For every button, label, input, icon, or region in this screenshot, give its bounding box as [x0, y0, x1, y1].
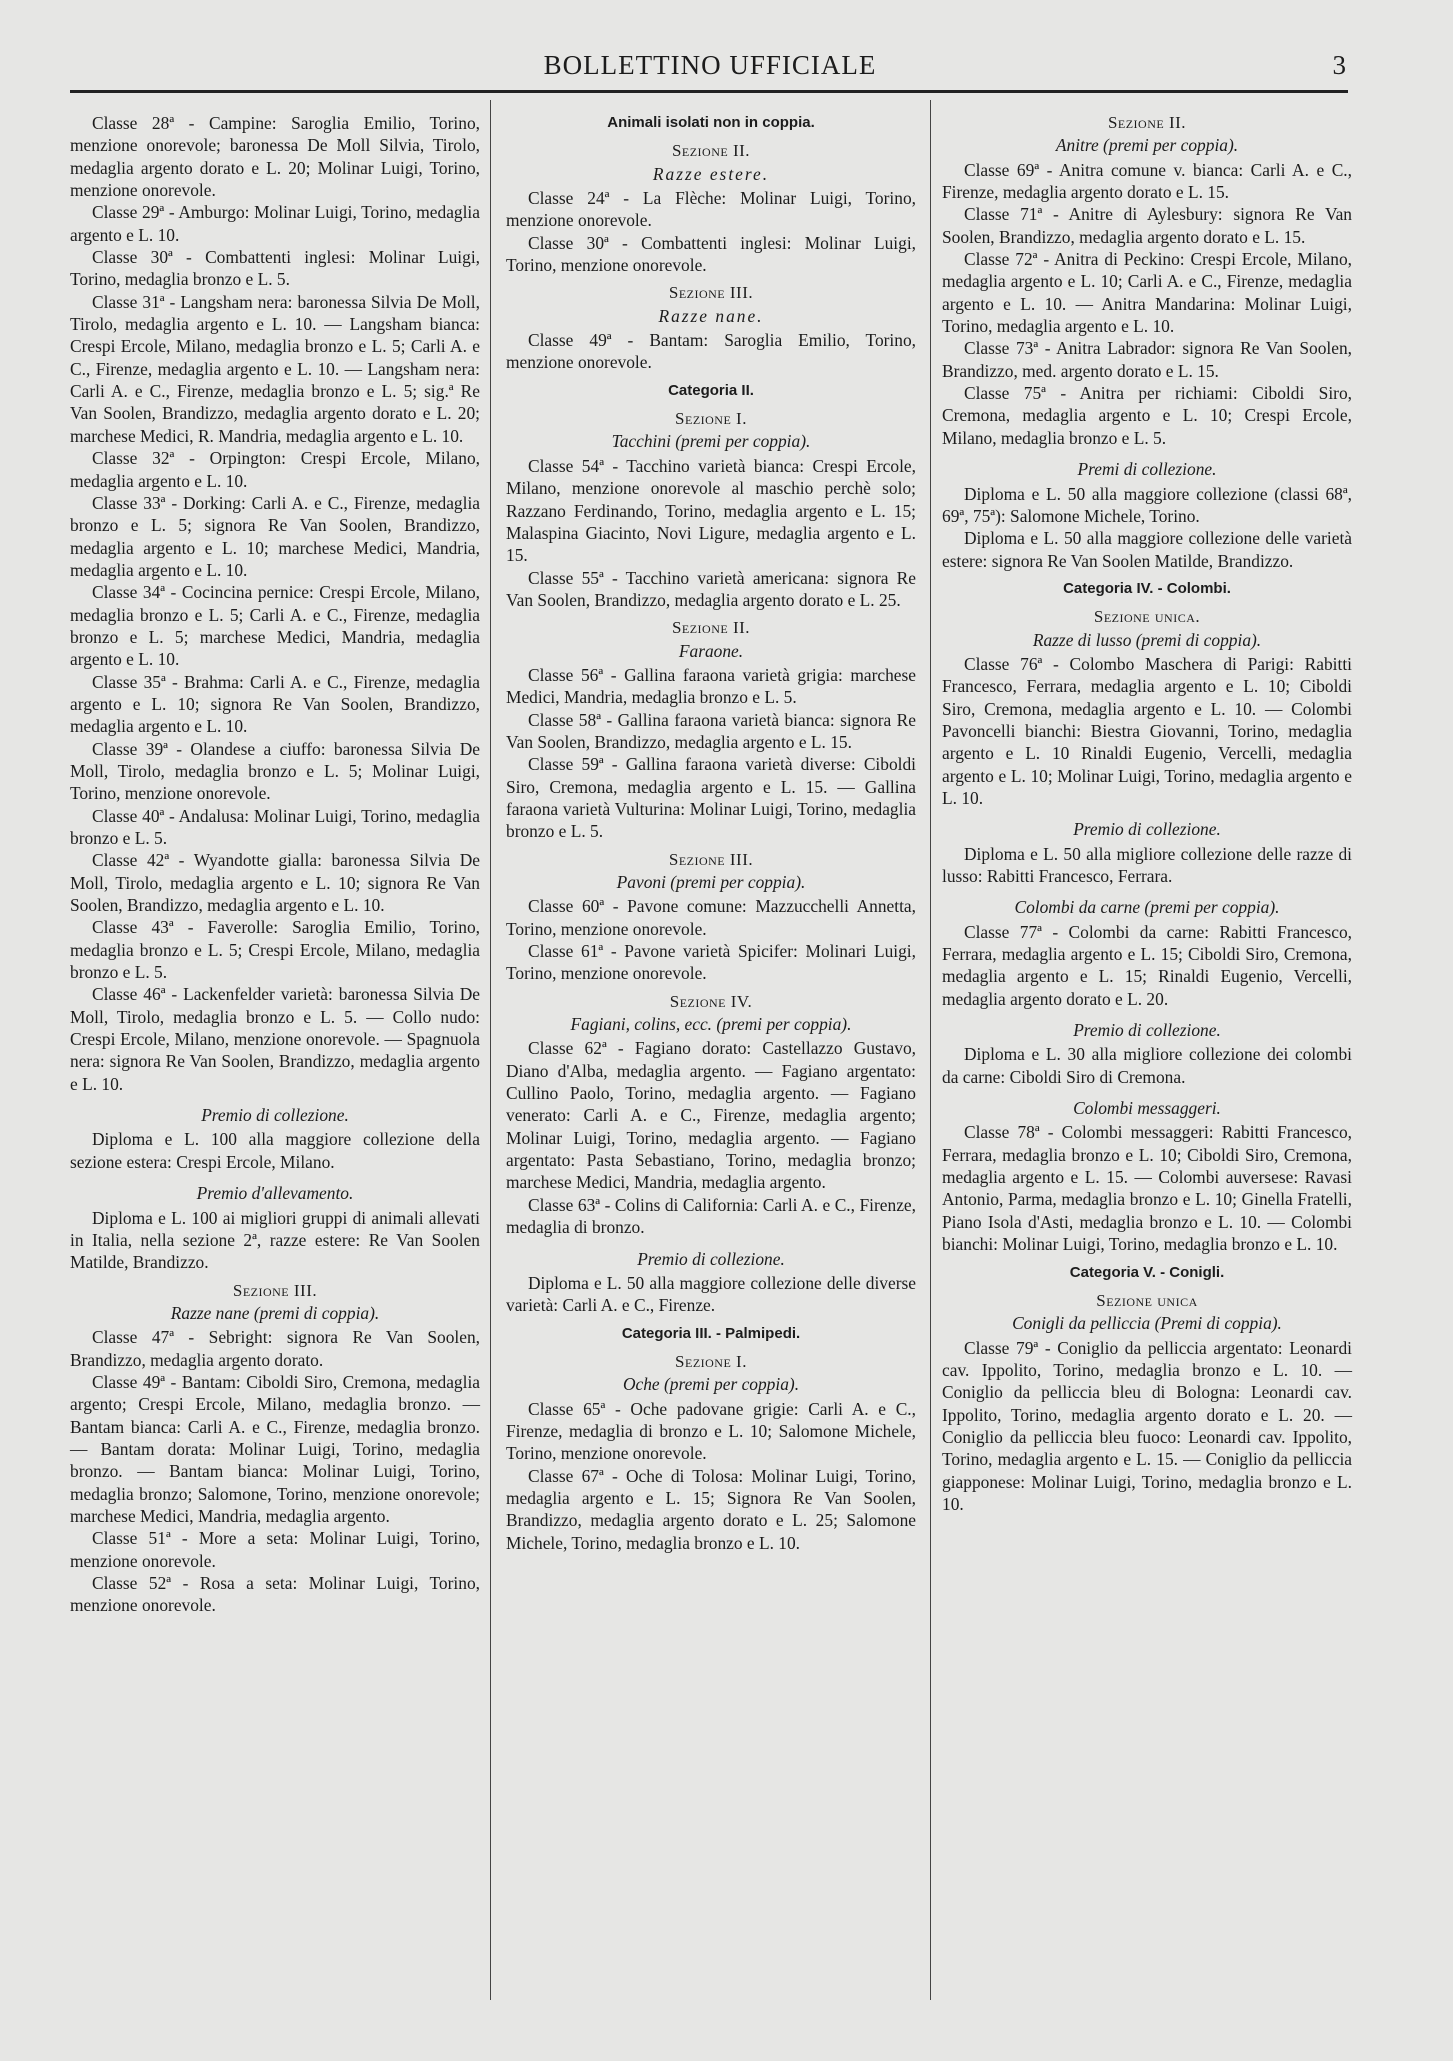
entry-classe-56: Classe 56ª - Gallina faraona varietà grigia: marchese Medici, Mandria, medaglia bronzo e L. 5. — [506, 664, 916, 708]
entry-classe-35: Classe 35ª - Brahma: Carli A. e C., Firenze, medaglia argento e L. 10; signora Re Van Soolen, Brandizzo, medaglia argento e L. 10. — [70, 671, 480, 737]
entry-classe-52: Classe 52ª - Rosa a seta: Molinar Luigi, Torino, menzione onorevole. — [70, 1573, 480, 1616]
heading-razze-nane: Razze nane (premi di coppia). — [170, 1302, 380, 1323]
entry-classe-39: Classe 39ª - Olandese a ciuffo: baronessa Silvia De Moll, Tirolo, medaglia bronzo e L. 5; Molinar Luigi, Torino, menzione onorevole. — [70, 738, 480, 804]
heading-pavoni: Pavoni (premi per coppia). — [616, 872, 806, 892]
column-2 — [506, 112, 916, 1554]
entry-classe-76: Classe 76ª - Colombo Maschera di Parigi: Rabitti Francesco, Ferrara, medaglia argento e L. 10; Ciboldi Siro, Cremona, medaglia argento e L. 10. — Colombi Pavoncelli bianchi: Biestra Giovanni, Torino, medaglia argento e L. 10 Rinaldi Eugenio, Vercelli, medaglia argento e L. 10; Molinar Luigi, Torino, medaglia argento e L. 10. — [942, 653, 1352, 808]
heading-premio-collezione: Premio di collezione. — [1073, 819, 1221, 840]
heading-sezione: Sezione II. — [671, 618, 751, 638]
entry-classe-69: Classe 69ª - Anitra comune v. bianca: Carli A. e C., Firenze, medaglia argento dorato e L. 15. — [942, 159, 1352, 203]
entry-classe-49: Classe 49ª - Bantam: Saroglia Emilio, Torino, menzione onorevole. — [506, 330, 916, 373]
heading-sezione: Sezione III. — [232, 1280, 318, 1300]
entry-classe-77: Classe 77ª - Colombi da carne: Rabitti Francesco, Ferrara, medaglia argento e L. 15; Ciboldi Siro, Cremona, medaglia argento e L. 15; Rinaldi Eugenio, Vercelli, medaglia argento dorato e L. 20. — [942, 921, 1352, 1009]
entry-classe-34: Classe 34ª - Cocincina pernice: Crespi Ercole, Milano, medaglia bronzo e L. 5; Carli A. e C., Firenze, medaglia bronzo e L. 5; marchese Medici, Mandria, medaglia argento e L. 10. — [70, 582, 480, 670]
heading-colombi-messaggeri: Colombi messaggeri. — [1073, 1098, 1221, 1119]
column-rule-left — [490, 100, 491, 2000]
header-rule — [70, 90, 1348, 93]
entry-classe-47: Classe 47ª - Sebright: signora Re Van Soolen, Brandizzo, medaglia argento dorato. — [70, 1327, 480, 1370]
entry-classe-24: Classe 24ª - La Flèche: Molinar Luigi, Torino, menzione onorevole. — [506, 188, 916, 231]
heading-sezione-unica: Sezione unica — [1096, 1290, 1198, 1310]
entry-classe-31: Classe 31ª - Langsham nera: baronessa Silvia De Moll, Tirolo, medaglia argento e L. 10. — Langsham bianca: Crespi Ercole, Milano, medaglia bronzo e L. 5; Carli A. e C., Firenze, medaglia argento e L. 10. — Langsham nera: Carli A. e C., Firenze, medaglia bronzo e L. 5; sig.ª Re Van Soolen, Brandizzo, medaglia argento dorato e L. 20; marchese Medici, R. Mandria, medaglia argento e L. 10. — [70, 291, 480, 446]
entry-classe-30: Classe 30ª - Combattenti inglesi: Molinar Luigi, Torino, medaglia bronzo e L. 5. — [70, 247, 480, 290]
entry-classe-30: Classe 30ª - Combattenti inglesi: Molinar Luigi, Torino, menzione onorevole. — [506, 232, 916, 276]
entry-classe-65: Classe 65ª - Oche padovane grigie: Carli A. e C., Firenze, medaglia di bronzo e L. 10; Salomone Michele, Torino, menzione onorevole. — [506, 1398, 916, 1464]
heading-categoria-colombi: Categoria IV. - Colombi. — [1063, 579, 1231, 597]
heading-oche: Oche (premi per coppia). — [622, 1374, 800, 1395]
entry-classe-62: Classe 62ª - Fagiano dorato: Castellazzo Gustavo, Diano d'Alba, medaglia argento. — Fagiano argentato: Cullino Paolo, Torino, medaglia argento. — Fagiano venerato: Carli A. e C., Firenze, medaglia argento; Molinar Luigi, Torino, medaglia argento. — Fagiano argentato: Pasta Sebastiano, Torino, medaglia bronzo; marchese Medici, Mandria, medaglia argento. — [506, 1038, 916, 1193]
entry-classe-78: Classe 78ª - Colombi messaggeri: Rabitti Francesco, Ferrara, medaglia bronzo e L. 10; Ciboldi Siro, Cremona, medaglia argento e L. 15. — Colombi auversese: Ravasi Antonio, Parma, medaglia bronzo e L. 10; Ginella Fratelli, Piano Isola d'Asti, medaglia bronzo e L. 10. — Colombi bianchi: Molinar Luigi, Torino, medaglia bronzo e L. 10. — [942, 1122, 1352, 1255]
heading-categoria-conigli: Categoria V. - Conigli. — [1069, 1263, 1225, 1281]
heading-premio-allevamento: Premio d'allevamento. — [196, 1183, 354, 1204]
heading-sezione: Sezione II. — [1107, 113, 1187, 132]
heading-tacchini: Tacchini (premi per coppia). — [611, 431, 811, 452]
entry-classe-63: Classe 63ª - Colins di California: Carli A. e C., Firenze, medaglia di bronzo. — [506, 1194, 916, 1238]
entry-classe-54: Classe 54ª - Tacchino varietà bianca: Crespi Ercole, Milano, menzione onorevole al maschio perchè solo; Razzano Ferdinando, Torino, medaglia argento e L. 15; Malaspina Giacinto, Novi Ligure, medaglia argento e L. 15. — [506, 455, 916, 566]
entry-diploma-collezione: Diploma e L. 50 alla maggiore collezione delle diverse varietà: Carli A. e C., Firenze. — [506, 1272, 916, 1316]
heading-sezione: Sezione I. — [675, 1351, 747, 1371]
heading-sezione: Sezione III. — [668, 283, 754, 303]
heading-categoria-palmipedi: Categoria III. - Palmipedi. — [621, 1324, 801, 1342]
heading-anitre: Anitre (premi per coppia). — [1055, 135, 1239, 156]
entry-diploma-collezione: Diploma e L. 50 alla maggiore collezione (classi 68ª, 69ª, 75ª): Salomone Michele, Torino. — [942, 483, 1352, 526]
heading-razze-estere: Razze estere. — [652, 163, 770, 184]
heading-razze-nane: Razze nane. — [658, 305, 764, 326]
heading-sezione: Sezione I. — [675, 409, 747, 429]
entry-diploma-allevamento: Diploma e L. 100 ai migliori gruppi di animali allevati in Italia, nella sezione 2ª, razze estere: Re Van Soolen Matilde, Brandizzo. — [70, 1207, 480, 1273]
entry-classe-59: Classe 59ª - Gallina faraona varietà diverse: Ciboldi Siro, Cremona, medaglia argento e L. 15. — Gallina faraona varietà Vulturina: Molinar Luigi, Torino, medaglia bronzo e L. 5. — [506, 754, 916, 842]
heading-conigli-pelliccia: Conigli da pelliccia (Premi di coppia). — [1012, 1313, 1282, 1334]
column-1 — [70, 112, 480, 1617]
entry-classe-55: Classe 55ª - Tacchino varietà americana: signora Re Van Soolen, Brandizzo, medaglia argento dorato e L. 25. — [506, 567, 916, 610]
entry-classe-42: Classe 42ª - Wyandotte gialla: baronessa Silvia De Moll, Tirolo, medaglia argento e L. 10; signora Re Van Soolen, Brandizzo, medaglia argento e L. 10. — [70, 850, 480, 916]
entry-classe-43: Classe 43ª - Faverolle: Saroglia Emilio, Torino, medaglia bronzo e L. 5; Crespi Ercole, Milano, medaglia bronzo e L. 5. — [70, 917, 480, 983]
entry-classe-67: Classe 67ª - Oche di Tolosa: Molinar Luigi, Torino, medaglia argento e L. 15; Signora Re Van Soolen, Brandizzo, medaglia argento dorato e L. 25; Salomone Michele, Torino, medaglia bronzo e L. 10. — [506, 1465, 916, 1553]
page-number: 3 — [1332, 50, 1346, 80]
heading-premio-collezione: Premio di collezione. — [201, 1105, 349, 1126]
heading-premio-collezione: Premio di collezione. — [637, 1248, 785, 1269]
column-3 — [942, 112, 1352, 1515]
entry-classe-28: Classe 28ª - Campine: Saroglia Emilio, Torino, menzione onorevole; baronessa De Moll Silvia, Tirolo, medaglia argento dorato e L. 20; Molinar Luigi, Torino, menzione onorevole. — [70, 113, 480, 201]
entry-classe-51: Classe 51ª - More a seta: Molinar Luigi, Torino, menzione onorevole. — [70, 1528, 480, 1571]
entry-classe-49: Classe 49ª - Bantam: Ciboldi Siro, Cremona, medaglia argento; Crespi Ercole, Milano, medaglia bronzo. — Bantam bianca: Carli A. e C., Firenze, medaglia bronzo. — Bantam dorata: Molinar Luigi, Torino, medaglia bronzo. — Bantam bianca: Molinar Luigi, Torino, medaglia bronzo; Salomone, Torino, menzione onorevole; marchese Medici, Mandria, medaglia argento. — [70, 1371, 480, 1526]
entry-classe-33: Classe 33ª - Dorking: Carli A. e C., Firenze, medaglia bronzo e L. 5; signora Re Van Soolen, Brandizzo, medaglia argento e L. 10; marchese Medici, Mandria, medaglia argento e L. 10. — [70, 492, 480, 580]
heading-razze-lusso: Razze di lusso (premi di coppia). — [1032, 629, 1262, 650]
entry-classe-60: Classe 60ª - Pavone comune: Mazzucchelli Annetta, Torino, menzione onorevole. — [506, 896, 916, 939]
heading-fagiani: Fagiani, colins, ecc. (premi per coppia). — [570, 1014, 852, 1035]
entry-classe-71: Classe 71ª - Anitre di Aylesbury: signora Re Van Soolen, Brandizzo, medaglia argento dorato e L. 15. — [942, 204, 1352, 247]
entry-diploma-varieta-estere: Diploma e L. 50 alla maggiore collezione delle varietà estere: signora Re Van Soolen Matilde, Brandizzo. — [942, 528, 1352, 571]
heading-sezione: Sezione III. — [668, 849, 754, 869]
heading-categoria: Categoria II. — [668, 381, 754, 399]
entry-classe-40: Classe 40ª - Andalusa: Molinar Luigi, Torino, medaglia bronzo e L. 5. — [70, 805, 480, 848]
entry-diploma-colombi-carne: Diploma e L. 30 alla migliore collezione dei colombi da carne: Ciboldi Siro di Cremona. — [942, 1044, 1352, 1087]
column-rule-right — [930, 100, 931, 2000]
entry-classe-72: Classe 72ª - Anitra di Peckino: Crespi Ercole, Milano, medaglia argento e L. 10; Carli A. e C., Firenze, medaglia argento e L. 10. — Anitra Mandarina: Molinar Luigi, Torino, medaglia argento e L. 10. — [942, 249, 1352, 337]
entry-classe-75: Classe 75ª - Anitra per richiami: Ciboldi Siro, Cremona, medaglia argento e L. 10; Crespi Ercole, Milano, medaglia bronzo e L. 5. — [942, 383, 1352, 448]
heading-premio-collezione: Premio di collezione. — [1073, 1020, 1221, 1041]
journal-title: BOLLETTINO UFFICIALE — [543, 50, 877, 80]
entry-classe-29: Classe 29ª - Amburgo: Molinar Luigi, Torino, medaglia argento e L. 10. — [70, 202, 480, 245]
entry-diploma-collezione: Diploma e L. 100 alla maggiore collezione della sezione estera: Crespi Ercole, Milano. — [70, 1129, 480, 1172]
entry-classe-46: Classe 46ª - Lackenfelder varietà: baronessa Silvia De Moll, Tirolo, medaglia bronzo e L. 5. — Collo nudo: Crespi Ercole, Milano, menzione onorevole. — Spagnuola nera: signora Re Van Soolen, Brandizzo, medaglia argento e L. 10. — [70, 984, 480, 1094]
entry-diploma-razze-lusso: Diploma e L. 50 alla migliore collezione delle razze di lusso: Rabitti Francesco, Ferrara. — [942, 843, 1352, 886]
entry-classe-73: Classe 73ª - Anitra Labrador: signora Re Van Soolen, Brandizzo, med. argento dorato e L. 15. — [942, 338, 1352, 381]
heading-colombi-carne: Colombi da carne (premi per coppia). — [1014, 897, 1280, 918]
entry-classe-32: Classe 32ª - Orpington: Crespi Ercole, Milano, medaglia argento e L. 10. — [70, 448, 480, 491]
heading-sezione-unica: Sezione unica. — [1093, 607, 1201, 627]
heading-sezione: Sezione II. — [671, 141, 751, 161]
entry-classe-79: Classe 79ª - Coniglio da pelliccia argentato: Leonardi cav. Ippolito, Torino, medaglia bronzo e L. 10. — Coniglio da pelliccia bleu di Bologna: Leonardi cav. Ippolito, Torino, medaglia argento dorato e L. 20. — Coniglio da pelliccia bleu fuoco: Leonardi cav. Ippolito, Torino, medaglia argento e L. 15. — Coniglio da pelliccia giapponese: Molinar Luigi, Torino, medaglia bronzo e L. 10. — [942, 1337, 1352, 1514]
entry-classe-61: Classe 61ª - Pavone varietà Spicifer: Molinari Luigi, Torino, menzione onorevole. — [506, 941, 916, 984]
heading-animali-isolati: Animali isolati non in coppia. — [607, 114, 815, 131]
heading-faraone: Faraone. — [678, 640, 744, 661]
running-head — [70, 44, 1350, 88]
entry-classe-58: Classe 58ª - Gallina faraona varietà bianca: signora Re Van Soolen, Brandizzo, medaglia argento e L. 15. — [506, 709, 916, 752]
heading-sezione: Sezione IV. — [669, 991, 753, 1011]
heading-premi-collezione: Premi di collezione. — [1077, 459, 1217, 480]
